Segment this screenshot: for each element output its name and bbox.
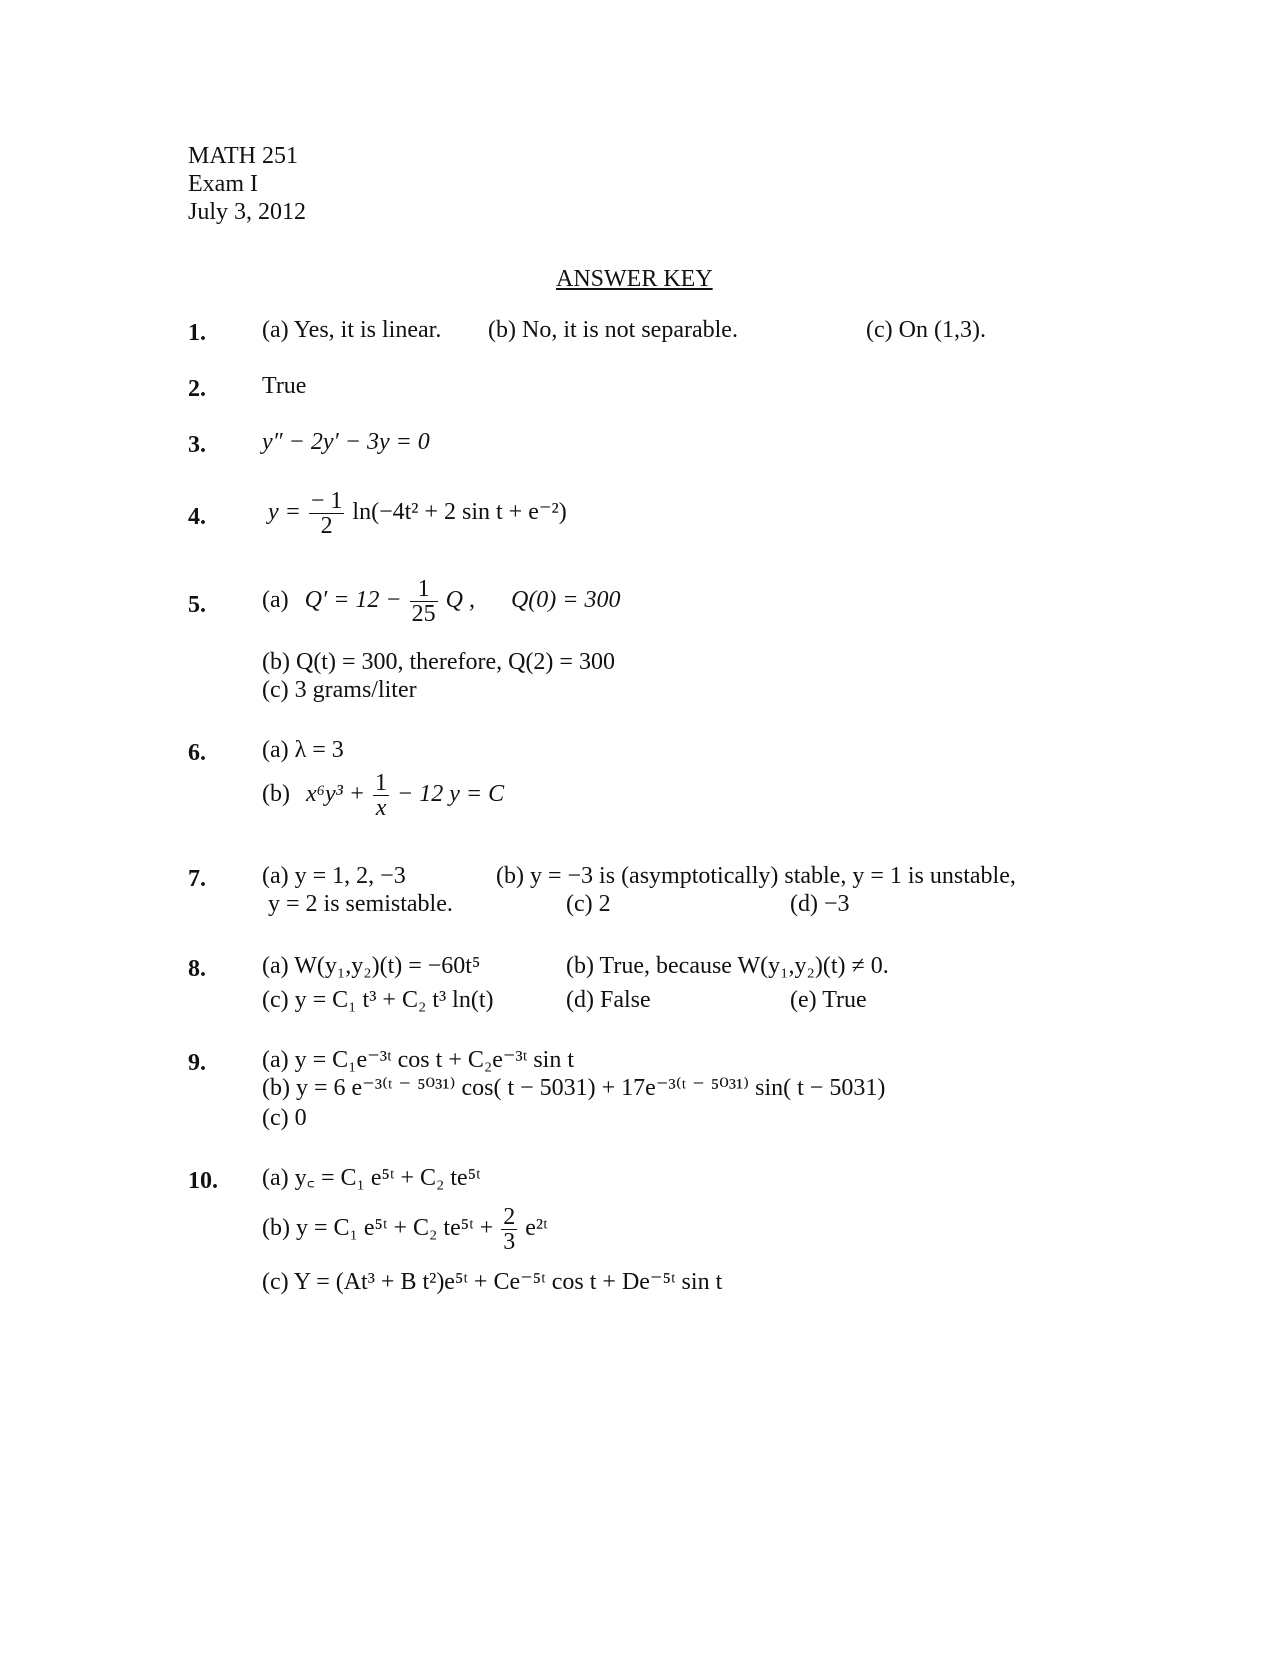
q8-answer-a: (a) W(y₁,y₂)(t) = −60t⁵ (262, 953, 481, 979)
q1-answer-a: (a) Yes, it is linear. (262, 317, 442, 343)
q9-answer-a: (a) y = C₁e⁻³ᵗ cos t + C₂e⁻³ᵗ sin t (262, 1047, 575, 1073)
q10-answer-a: (a) y꜀ = C₁ e⁵ᵗ + C₂ te⁵ᵗ (262, 1165, 481, 1191)
q10-b-fraction-bottom: 3 (503, 1228, 516, 1255)
q7-answer-c: (c) 2 (566, 891, 611, 917)
q6-b-fraction-bottom: x (375, 794, 387, 821)
q4-fraction-bottom: 2 (320, 512, 333, 539)
q7-answer-a: (a) y = 1, 2, −3 (262, 863, 406, 889)
q1-answer-b: (b) No, it is not separable. (488, 317, 738, 343)
q10-b-post: e²ᵗ (525, 1215, 548, 1241)
question-7-number: 7. (188, 866, 206, 892)
q7-answer-d: (d) −3 (790, 891, 850, 917)
question-1-number: 1. (188, 320, 206, 346)
question-2-number: 2. (188, 376, 206, 402)
q6-b-post: − 12 y = C (397, 781, 505, 807)
q7-answer-b-continued: y = 2 is semistable. (268, 891, 453, 917)
q8-answer-b: (b) True, because W(y₁,y₂)(t) ≠ 0. (566, 953, 889, 979)
q8-answer-d: (d) False (566, 987, 651, 1013)
question-9-number: 9. (188, 1050, 206, 1076)
q1-answer-c: (c) On (1,3). (866, 317, 986, 343)
q6-answer-b (262, 770, 504, 820)
q5-a-fraction (410, 577, 438, 626)
q5-a-initial-condition: Q(0) = 300 (510, 587, 621, 613)
q6-b-fraction (373, 771, 389, 820)
q4-fraction (309, 489, 345, 538)
course-name: MATH 251 (188, 143, 299, 169)
q10-answer-c: (c) Y = (At³ + B t²)e⁵ᵗ + Ce⁻⁵ᵗ cos t + De⁻⁵ᵗ sin t (262, 1269, 723, 1295)
q10-answer-b (262, 1204, 548, 1254)
q5-answer-a (262, 576, 620, 626)
q7-answer-b: (b) y = −3 is (asymptotically) stable, y = 1 is unstable, (496, 863, 1016, 889)
exam-name: Exam I (188, 171, 258, 197)
q2-answer: True (262, 373, 307, 399)
q5-answer-b: (b) Q(t) = 300, therefore, Q(2) = 300 (262, 649, 615, 675)
question-10-number: 10. (188, 1168, 218, 1194)
q6-answer-a: (a) λ = 3 (262, 737, 344, 763)
q5-a-fraction-top: 1 (410, 577, 438, 602)
q4-answer (268, 488, 567, 538)
q4-rest: ln(−4t² + 2 sin t + e⁻²) (352, 499, 567, 525)
question-4-number: 4. (188, 504, 206, 530)
q9-answer-c: (c) 0 (262, 1105, 307, 1131)
q10-b-fraction-top: 2 (503, 1203, 516, 1230)
q10-b-pre: (b) y = C₁ e⁵ᵗ + C₂ te⁵ᵗ + (262, 1215, 494, 1241)
q5-a-equation: Q′ = 12 − (304, 587, 402, 613)
q4-lhs: y = (268, 499, 301, 525)
q5-a-tail: Q , (445, 587, 475, 613)
q5-answer-c: (c) 3 grams/liter (262, 677, 417, 703)
q5-a-fraction-bottom: 25 (411, 600, 436, 627)
q8-answer-e: (e) True (790, 987, 867, 1013)
question-8-number: 8. (188, 956, 206, 982)
question-5-number: 5. (188, 592, 206, 618)
q5-a-label: (a) (262, 587, 289, 613)
q8-answer-c: (c) y = C₁ t³ + C₂ t³ ln(t) (262, 987, 494, 1013)
question-6-number: 6. (188, 740, 206, 766)
q9-answer-b: (b) y = 6 e⁻³⁽ᵗ ⁻ ⁵⁰³¹⁾ cos( t − 5031) + 17e⁻³⁽ᵗ ⁻ ⁵⁰³¹⁾ sin( t − 5031) (262, 1075, 886, 1101)
q10-b-fraction (501, 1205, 517, 1254)
q4-fraction-top: − 1 (310, 487, 343, 514)
q3-answer: y″ − 2y′ − 3y = 0 (262, 429, 430, 455)
page-title: ANSWER KEY (556, 266, 713, 292)
q6-b-fraction-top: 1 (375, 769, 388, 796)
exam-date: July 3, 2012 (188, 199, 307, 225)
q6-b-label: (b) (262, 781, 290, 807)
q6-b-pre: x⁶y³ + (305, 781, 366, 807)
question-3-number: 3. (188, 432, 206, 458)
